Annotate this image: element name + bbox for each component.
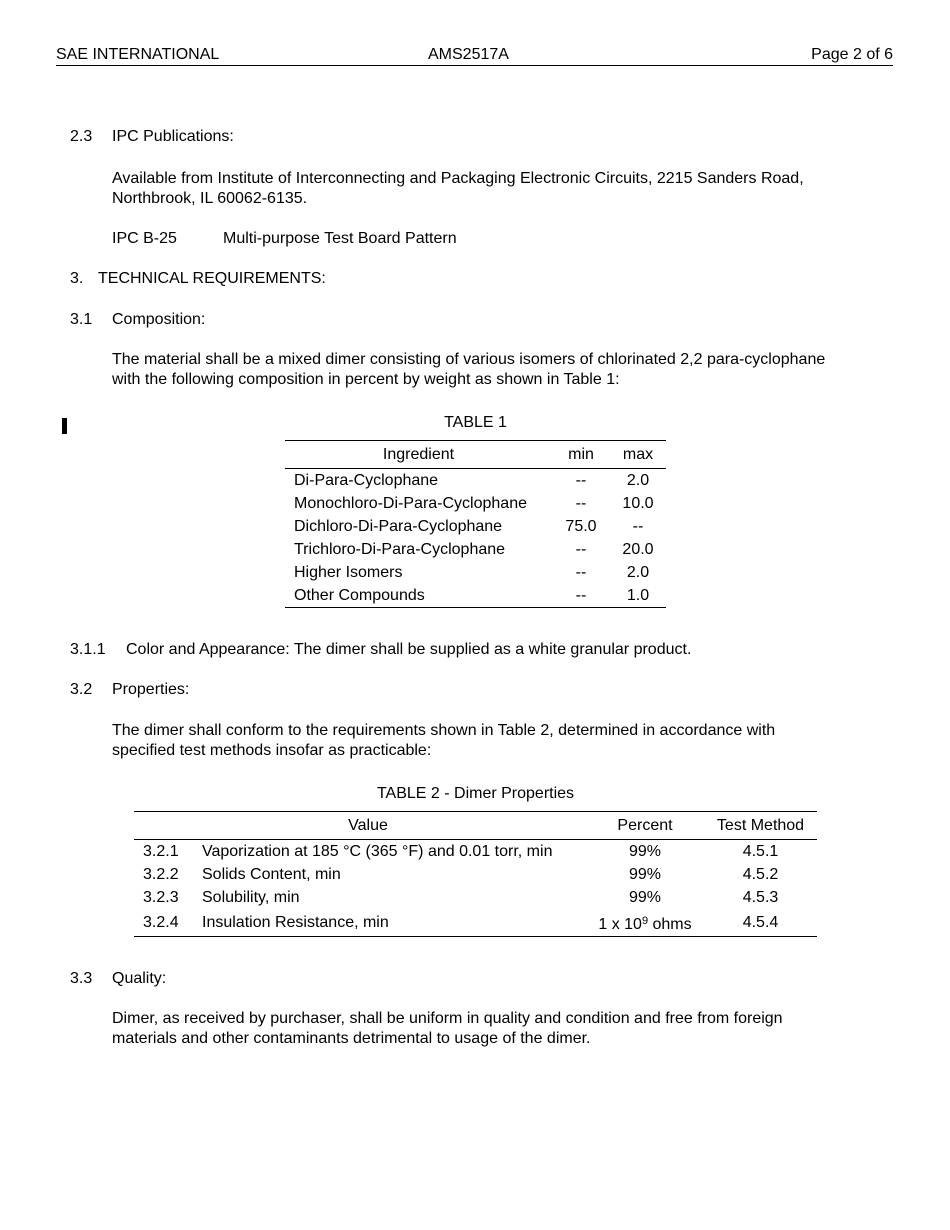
max-cell: 2.0	[626, 564, 650, 581]
property-value-cell: Insulation Resistance, min	[202, 914, 389, 931]
section-3-3-number: 3.3	[70, 970, 93, 987]
property-value-cell: Solids Content, min	[202, 866, 341, 883]
table2-row	[134, 886, 817, 909]
ingredient-cell: Monochloro-Di-Para-Cyclophane	[294, 495, 527, 512]
section-3-2-text-line1: The dimer shall conform to the requirements shown in Table 2, determined in accordance with	[112, 722, 776, 739]
min-cell: --	[575, 587, 587, 604]
resistance-unit: ohms	[648, 916, 692, 933]
table1-row	[285, 515, 666, 538]
property-number-cell: 3.2.2	[143, 866, 179, 883]
ingredient-cell: Di-Para-Cyclophane	[294, 472, 439, 489]
table2-row	[134, 863, 817, 886]
max-cell: 20.0	[622, 541, 654, 558]
property-value-cell: Solubility, min	[202, 889, 300, 906]
section-3-1-1-number: 3.1.1	[70, 641, 106, 658]
min-cell: --	[575, 564, 587, 581]
header-doc-number: AMS2517A	[428, 46, 509, 63]
property-number-cell: 3.2.1	[143, 843, 179, 860]
section-2-3-title: IPC Publications:	[112, 128, 234, 145]
section-3-1-1-text: Color and Appearance: The dimer shall be supplied as a white granular product.	[126, 641, 692, 658]
ipc-reference-code: IPC B-25	[112, 230, 177, 247]
max-cell: 10.0	[622, 495, 654, 512]
table1-header-min: min	[552, 441, 610, 469]
table1	[285, 440, 666, 608]
page-header	[56, 45, 893, 66]
header-page-number: Page 2 of 6	[811, 46, 893, 63]
test-method-cell: 4.5.3	[742, 889, 779, 906]
table2-row	[134, 909, 817, 937]
test-method-cell: 4.5.1	[742, 843, 779, 860]
min-cell: --	[575, 472, 587, 489]
table2-caption: TABLE 2 - Dimer Properties	[376, 785, 575, 802]
percent-cell: 99%	[628, 843, 662, 860]
header-org: SAE INTERNATIONAL	[56, 46, 220, 63]
table1-header-max: max	[610, 441, 666, 469]
section-3-1-title: Composition:	[112, 311, 206, 328]
section-3-3-text-line1: Dimer, as received by purchaser, shall be uniform in quality and condition and free from foreign	[112, 1010, 783, 1027]
section-2-3-availability-line2: Northbrook, IL 60062-6135.	[112, 190, 308, 207]
section-3-1-text-line2: with the following composition in percent by weight as shown in Table 1:	[112, 371, 620, 388]
table2-header-percent: Percent	[586, 812, 704, 840]
section-3-2-number: 3.2	[70, 681, 93, 698]
section-2-3-availability-line1: Available from Institute of Interconnecting and Packaging Electronic Circuits, 2215 Sanders Road,	[112, 170, 804, 187]
table1-row	[285, 538, 666, 561]
table1-row	[285, 492, 666, 515]
section-3-2-text-line2: specified test methods insofar as practicable:	[112, 742, 432, 759]
percent-cell-resistance	[586, 909, 704, 937]
ipc-reference-title: Multi-purpose Test Board Pattern	[223, 230, 457, 247]
min-cell: 75.0	[565, 518, 597, 535]
resistance-base: 1 x 10	[598, 916, 642, 933]
table1-row	[285, 469, 666, 493]
table1-row	[285, 561, 666, 584]
table2-row	[134, 840, 817, 864]
table2-header-value: Value	[134, 812, 586, 840]
section-3-3-title: Quality:	[112, 970, 167, 987]
ingredient-cell: Higher Isomers	[294, 564, 403, 581]
table1-caption: TABLE 1	[444, 414, 507, 431]
ingredient-cell: Dichloro-Di-Para-Cyclophane	[294, 518, 503, 535]
test-method-cell: 4.5.2	[742, 866, 779, 883]
section-3-1-number: 3.1	[70, 311, 93, 328]
section-2-3-number: 2.3	[70, 128, 93, 145]
min-cell: --	[575, 541, 587, 558]
resistance-exponent: 9	[641, 915, 649, 927]
property-number-cell: 3.2.3	[143, 889, 179, 906]
section-3-number: 3.	[70, 270, 84, 287]
section-3-2-title: Properties:	[112, 681, 190, 698]
max-cell: 1.0	[626, 587, 650, 604]
percent-cell: 99%	[628, 889, 662, 906]
max-cell: 2.0	[626, 472, 650, 489]
test-method-cell: 4.5.4	[742, 914, 779, 931]
ingredient-cell: Other Compounds	[294, 587, 425, 604]
percent-cell: 99%	[628, 866, 662, 883]
table2-header-test-method: Test Method	[704, 812, 817, 840]
property-value-cell: Vaporization at 185 °C (365 °F) and 0.01 torr, min	[202, 843, 553, 860]
table1-row	[285, 584, 666, 608]
section-3-3-text-line2: materials and other contaminants detrimental to usage of the dimer.	[112, 1030, 591, 1047]
ingredient-cell: Trichloro-Di-Para-Cyclophane	[294, 541, 506, 558]
min-cell: --	[575, 495, 587, 512]
section-3-title: TECHNICAL REQUIREMENTS:	[98, 270, 326, 287]
section-3-1-text-line1: The material shall be a mixed dimer consisting of various isomers of chlorinated 2,2 para-cyclophane	[112, 351, 826, 368]
property-number-cell: 3.2.4	[143, 914, 179, 931]
max-cell: --	[632, 518, 644, 535]
table2	[134, 811, 817, 937]
change-bar	[62, 418, 67, 434]
table1-header-ingredient: Ingredient	[285, 441, 552, 469]
